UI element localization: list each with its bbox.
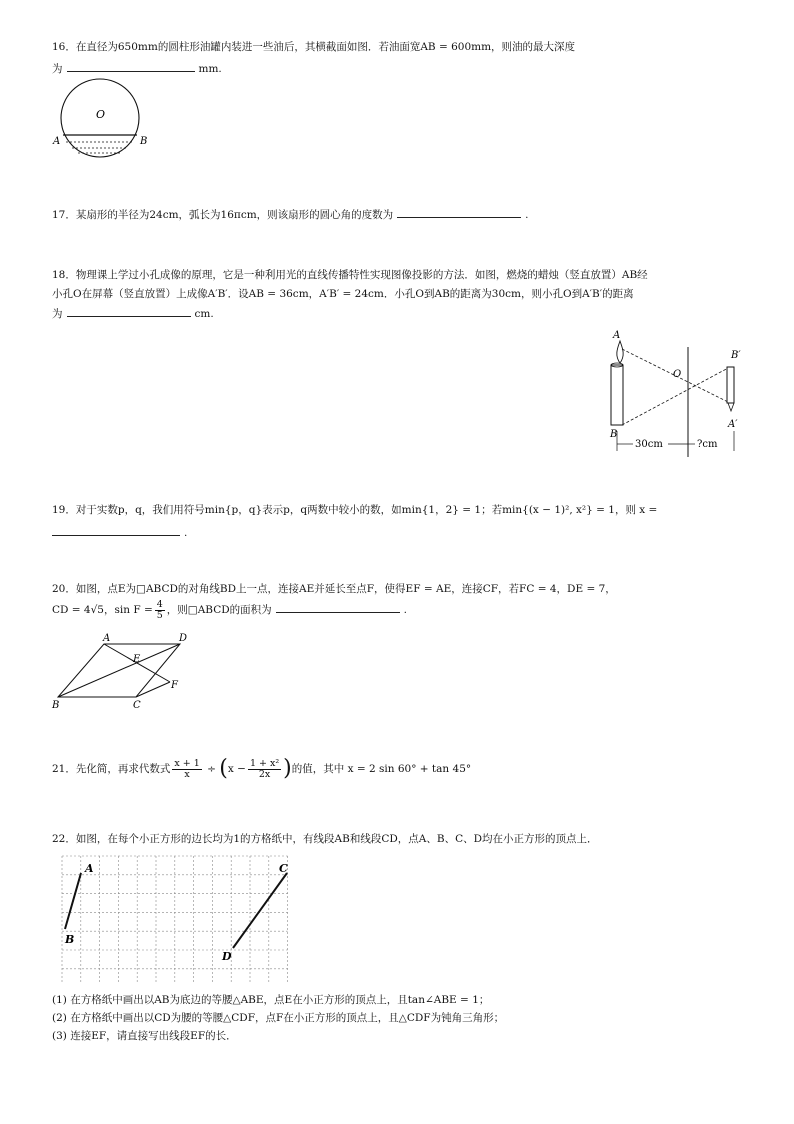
- q21-frac2-num: 1 + x²: [249, 757, 280, 769]
- q22-part2: (2) 在方格纸中画出以CD为腰的等腰△CDF，点F在小正方形的顶点上，且△CDF为钝角三角形；: [52, 1012, 505, 1024]
- q21-frac2-den: 2x: [258, 768, 271, 780]
- q18-label-b: B: [610, 429, 618, 440]
- q18-pinhole-figure: [600, 325, 760, 460]
- q20-line2-b: ，则□ABCD的面积为: [166, 604, 272, 616]
- q21-frac1-den: x: [184, 768, 190, 780]
- q19-answer-blank[interactable]: [52, 524, 180, 536]
- q18-label-o: O: [673, 369, 682, 380]
- q18-label-a: A: [613, 330, 621, 341]
- q21-line: [52, 756, 471, 782]
- q18-unit: cm.: [194, 308, 214, 320]
- q18-answer-blank[interactable]: [67, 305, 191, 317]
- q20-line2: [52, 598, 407, 622]
- q21-suffix: 的值，其中 x = 2 sin 60° + tan 45°: [291, 763, 472, 775]
- q18-candle: [611, 365, 623, 425]
- q21-fraction-1: [172, 759, 201, 780]
- q21-fraction-2: [248, 759, 281, 780]
- q16-label-a: A: [53, 136, 61, 147]
- q20-segment-cf: [136, 682, 170, 697]
- q20-line1: 20．如图，点E为□ABCD的对角线BD上一点，连接AE并延长至点F，使得EF = AE，连接CF，若FC = 4，DE = 7，: [52, 583, 616, 595]
- q17-line: [52, 206, 529, 222]
- q18-label-b-prime: B′: [731, 350, 741, 361]
- q18-line2: 小孔O在屏幕（竖直放置）上成像A′B′．设AB = 36cm，A′B′ = 24cm．小孔O到AB的距离为30cm，则小孔O到A′B′的距离: [52, 288, 634, 300]
- q21-divide: ÷: [207, 763, 216, 775]
- q20-label-e: E: [133, 654, 141, 665]
- q22-label-d: D: [222, 950, 232, 963]
- q17-suffix: .: [525, 209, 529, 221]
- q16-line2: [52, 60, 222, 76]
- q18-label-a-prime: A′: [728, 419, 738, 430]
- q19-suffix: .: [184, 527, 188, 539]
- q20-line2-a: CD = 4√5，sin F =: [52, 604, 153, 616]
- q18-line3-prefix: 为: [52, 308, 63, 320]
- q19-line1: 19．对于实数p，q，我们用符号min{p，q}表示p，q两数中较小的数，如min{1，2} = 1；若min{(x − 1)², x²} = 1，则 x =: [52, 504, 658, 516]
- q17-text: 17．某扇形的半径为24cm，弧长为16πcm，则该扇形的圆心角的度数为: [52, 209, 394, 221]
- q20-answer-blank[interactable]: [276, 601, 400, 613]
- q18-line1: 18．物理课上学过小孔成像的原理，它是一种利用光的直线传播特性实现图像投影的方法．如图，燃烧的蜡烛（竖直放置）AB经: [52, 269, 648, 281]
- q16-circle-figure: [52, 76, 152, 162]
- q22-label-a: A: [85, 862, 94, 875]
- q22-part3: (3) 连接EF，请直接写出线段EF的长．: [52, 1030, 237, 1042]
- q20-label-a: A: [103, 633, 111, 644]
- q16-label-b: B: [140, 136, 148, 147]
- q18-line3: [52, 305, 214, 321]
- q22-grid-figure: [60, 854, 300, 984]
- q18-image-flame: [728, 403, 734, 411]
- q22-label-b: B: [65, 933, 75, 946]
- q16-label-o: O: [96, 108, 106, 121]
- q20-frac-num: 4: [156, 598, 163, 610]
- q20-frac-den: 5: [156, 609, 163, 621]
- q18-image: [727, 367, 734, 403]
- q18-flame: [617, 341, 623, 363]
- q21-paren-close: ): [283, 756, 292, 781]
- q16-answer-blank[interactable]: [67, 60, 195, 72]
- q22-part1: (1) 在方格纸中画出以AB为底边的等腰△ABE，点E在小正方形的顶点上，且tan∠ABE = 1；: [52, 994, 490, 1006]
- q21-frac1-num: x + 1: [174, 757, 200, 769]
- q20-label-b: B: [52, 700, 60, 710]
- q20-label-c: C: [133, 700, 141, 710]
- q21-paren-a: x −: [227, 763, 246, 775]
- q20-diagonal-bd: [58, 644, 180, 697]
- q21-paren-open: (: [219, 756, 228, 781]
- q18-dim-right: ?cm: [697, 439, 718, 450]
- q20-label-d: D: [179, 633, 188, 644]
- q18-dim-left: 30cm: [635, 439, 663, 450]
- q16-unit: mm.: [198, 63, 222, 75]
- q22-intro: 22．如图，在每个小正方形的边长均为1的方格纸中，有线段AB和线段CD，点A、B、C、D均在小正方形的顶点上．: [52, 833, 598, 845]
- q22-label-c: C: [279, 862, 288, 875]
- q20-suffix: .: [403, 604, 408, 616]
- q16-line1: 16．在直径为650mm的圆柱形油罐内装进一些油后，其横截面如图．若油面宽AB = 600mm，则油的最大深度: [52, 41, 576, 53]
- q16-line2-prefix: 为: [52, 63, 63, 75]
- q22-segment-cd: [233, 873, 287, 948]
- q22-segment-ab: [65, 873, 81, 929]
- q21-prefix: 21．先化简，再求代数式: [52, 763, 171, 775]
- q19-line2: [52, 524, 187, 540]
- q17-answer-blank[interactable]: [397, 206, 521, 218]
- q20-label-f: F: [171, 680, 178, 691]
- q20-parallelogram-figure: [46, 630, 196, 710]
- q20-fraction: [155, 600, 165, 621]
